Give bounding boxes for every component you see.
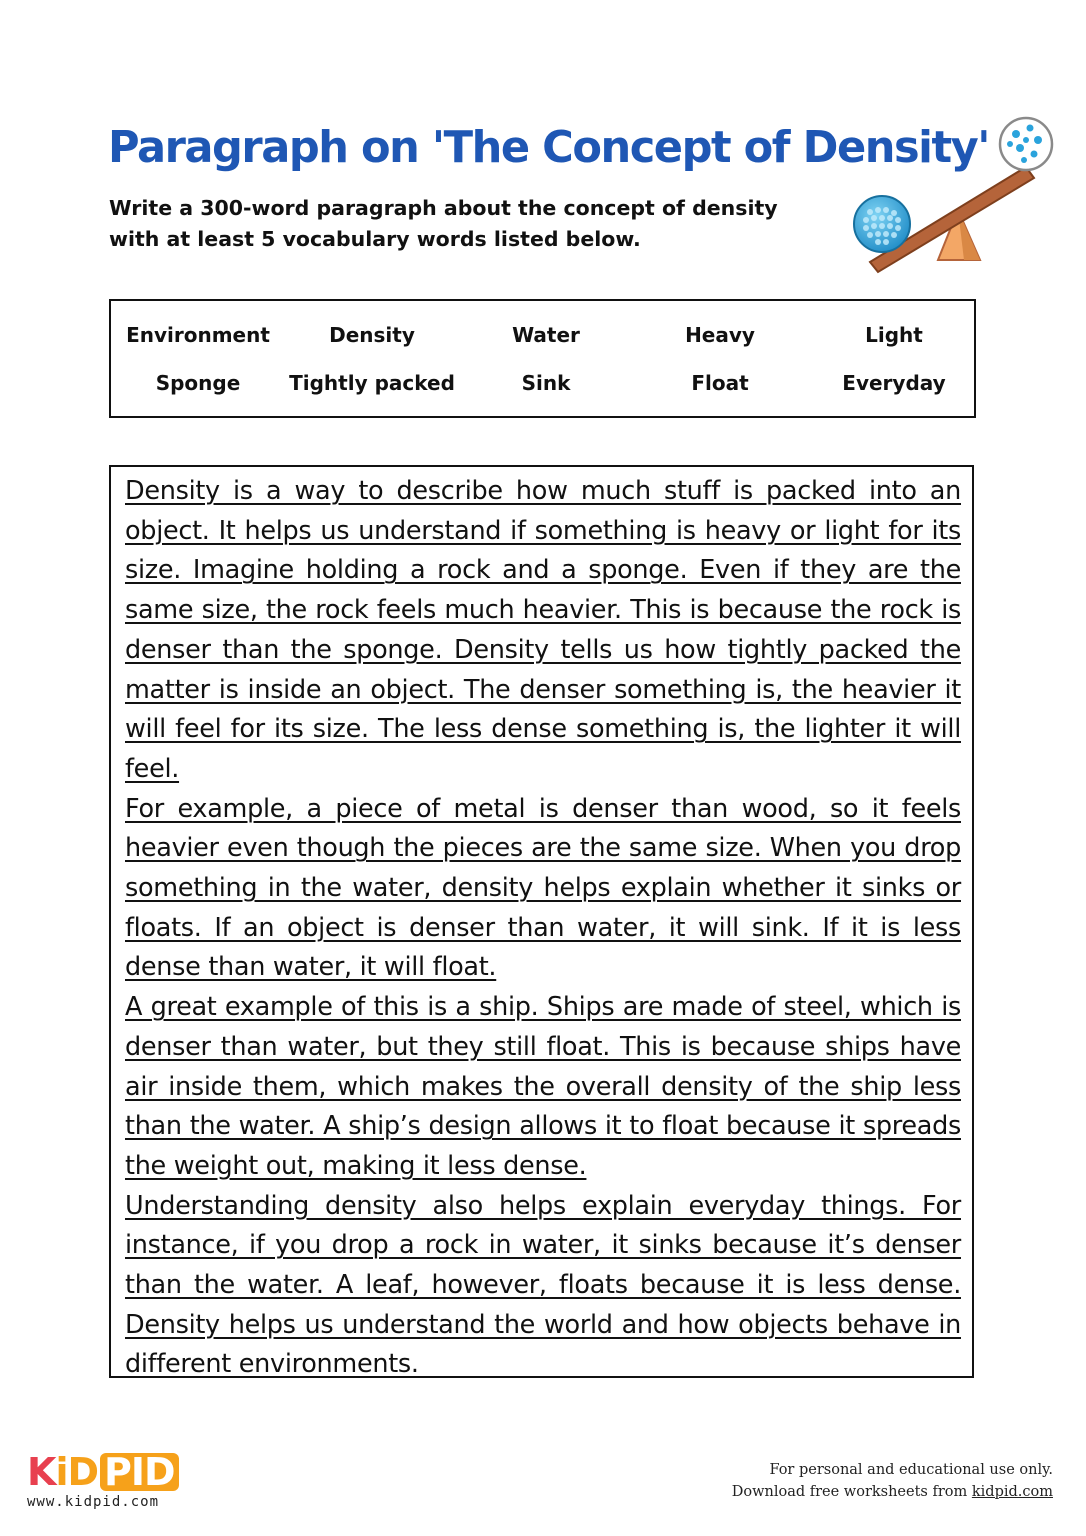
vocab-word: Sponge (155, 371, 241, 395)
logo-part-2: iD (55, 1450, 99, 1494)
instructions-line-2: with at least 5 vocabulary words listed below. (109, 227, 641, 251)
answer-text (125, 472, 961, 1385)
vocab-word: Environment (126, 323, 270, 347)
vocabulary-box (109, 299, 976, 418)
paragraph-2: For example, a piece of metal is denser than wood, so it feels heavier even though the pieces are the same size. When you drop something in the water, density helps explain whether it sinks or floats. If an object is denser than water, it will sink. If it is less dense than water, it will float. (125, 793, 961, 983)
footer-line-2 (732, 1481, 1053, 1503)
footer-notice (732, 1459, 1053, 1503)
instructions (109, 193, 789, 255)
logo-part-1: K (27, 1450, 56, 1494)
paragraph-4: Understanding density also helps explain everyday things. For instance, if you drop a rock in water, it sinks because it’s denser than the water. A leaf, however, floats because it is less dense. Density helps us understand the world and how objects behave in different environments. (125, 1190, 961, 1380)
paragraph-1: Density is a way to describe how much stuff is packed into an object. It helps us understand if something is heavy or light for its size. Imagine holding a rock and a sponge. Even if they are the same size, the rock feels much heavier. This is because the rock is denser than the sponge. Density tells us how tightly packed the matter is inside an object. The denser something is, the heavier it will feel for its size. The less dense something is, the lighter it will feel. (125, 476, 961, 784)
paragraph-3: A great example of this is a ship. Ships are made of steel, which is denser than water, but they still float. This is because ships have air inside them, which makes the overall density of the ship less than the water. A ship’s design allows it to float because it spreads the weight out, making it less dense. (125, 992, 961, 1181)
logo-wordmark (27, 1452, 179, 1492)
vocab-word: Everyday (842, 371, 946, 395)
vocab-word: Heavy (685, 323, 755, 347)
vocab-word: Float (691, 371, 749, 395)
answer-box (109, 465, 974, 1378)
vocab-word: Sink (521, 371, 571, 395)
vocab-word: Light (865, 323, 923, 347)
worksheet-title: Paragraph on 'The Concept of Density' (108, 122, 989, 173)
footer-line-2-prefix: Download free worksheets from (731, 1484, 972, 1500)
vocab-word: Water (512, 323, 580, 347)
vocab-word: Density (329, 323, 415, 347)
logo-part-3: PID (100, 1453, 179, 1491)
vocabulary-grid (111, 301, 981, 407)
logo-url: www.kidpid.com (27, 1494, 160, 1510)
footer-line-1: For personal and educational use only. (769, 1462, 1053, 1478)
kidpid-logo[interactable] (27, 1452, 179, 1510)
seesaw-density-icon (848, 112, 1063, 277)
instructions-line-1: Write a 300-word paragraph about the concept of density (109, 196, 778, 220)
vocab-word: Tightly packed (289, 371, 455, 395)
footer-link[interactable]: kidpid.com (971, 1484, 1053, 1500)
